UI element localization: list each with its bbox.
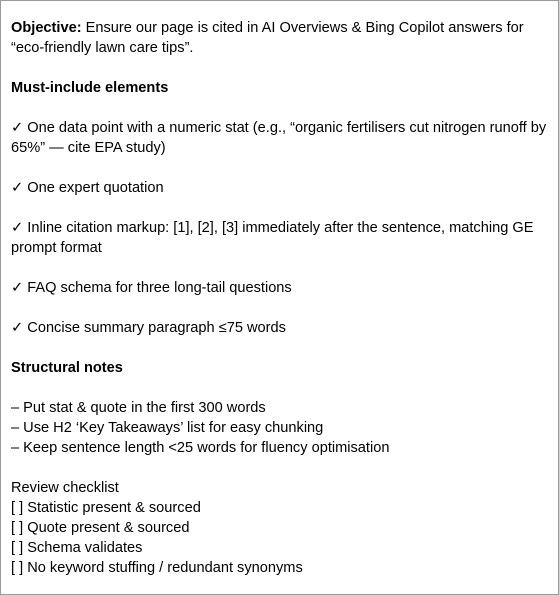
objective-text: Ensure our page is cited in AI Overviews & Bing Copilot answers for “eco-friendly lawn care tips”. bbox=[11, 20, 524, 56]
spacer bbox=[11, 338, 551, 358]
checklist-item: [ ] Quote present & sourced bbox=[11, 520, 190, 536]
objective-paragraph bbox=[11, 18, 551, 58]
structural-note-item: – Put stat & quote in the first 300 words bbox=[11, 400, 266, 416]
must-include-heading: Must-include elements bbox=[11, 80, 169, 96]
spacer bbox=[11, 158, 551, 178]
spacer bbox=[11, 378, 551, 398]
must-include-item-citation: ✓ Inline citation markup: [1], [2], [3] immediately after the sentence, matching GE prompt format bbox=[11, 220, 534, 256]
spacer bbox=[11, 198, 551, 218]
must-include-item-stat: ✓ One data point with a numeric stat (e.g., “organic fertilisers cut nitrogen runoff by 65%” — cite EPA study) bbox=[11, 120, 547, 156]
structural-notes-heading: Structural notes bbox=[11, 360, 123, 376]
review-checklist-heading: Review checklist bbox=[11, 480, 119, 496]
document-content bbox=[11, 18, 551, 578]
objective-label: Objective: bbox=[11, 20, 82, 36]
checklist-item: [ ] No keyword stuffing / redundant synonyms bbox=[11, 560, 303, 576]
must-include-item-faq: ✓ FAQ schema for three long-tail questions bbox=[11, 280, 292, 296]
spacer bbox=[11, 58, 551, 78]
structural-note-item: – Keep sentence length <25 words for fluency optimisation bbox=[11, 440, 390, 456]
must-include-item-summary: ✓ Concise summary paragraph ≤75 words bbox=[11, 320, 286, 336]
structural-note-item: – Use H2 ‘Key Takeaways’ list for easy chunking bbox=[11, 420, 324, 436]
spacer bbox=[11, 458, 551, 478]
spacer bbox=[11, 258, 551, 278]
checklist-item: [ ] Schema validates bbox=[11, 540, 143, 556]
checklist-item: [ ] Statistic present & sourced bbox=[11, 500, 201, 516]
must-include-item-quote: ✓ One expert quotation bbox=[11, 180, 164, 196]
spacer bbox=[11, 298, 551, 318]
spacer bbox=[11, 98, 551, 118]
